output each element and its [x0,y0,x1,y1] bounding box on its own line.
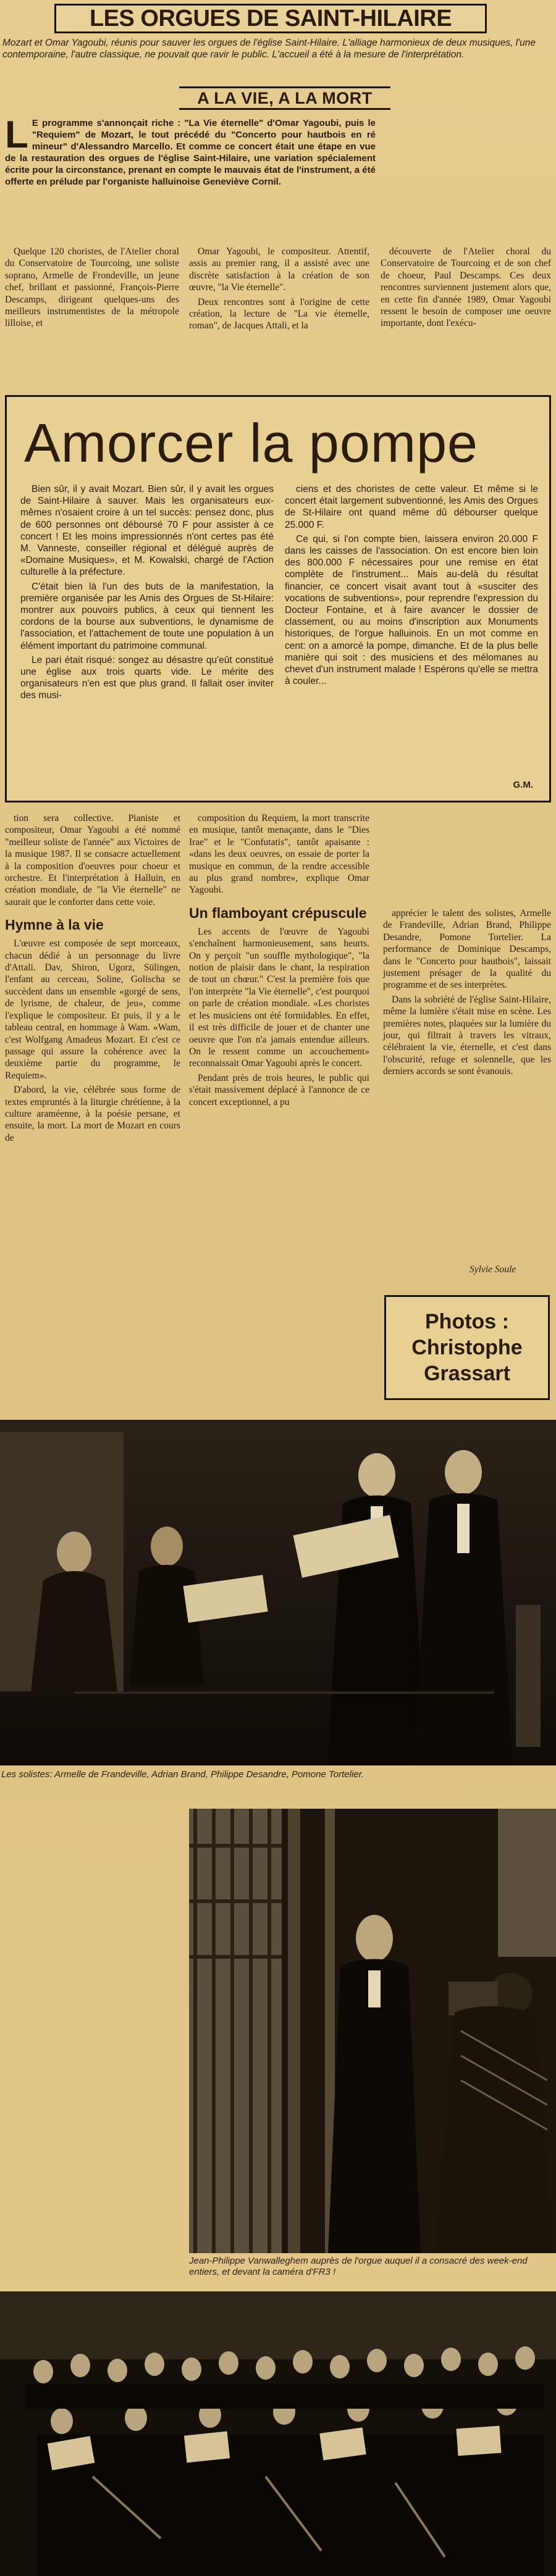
article-paragraph: D'abord, la vie, célébrée sous forme de textes empruntés à la liturgie chrétienne, à la culture araméenne, à la poésie persane, et ensuite, la mort. La mort de Mozart en cours de [5,1085,180,1143]
lead-paragraph [5,114,376,188]
article-heading: A LA VIE, A LA MORT [179,86,390,110]
photo-caption: Jean-Philippe Vanwalleghem auprès de l'orgue auquel il a consacré des week-end entiers, et devant la caméra d'FR3 ! [189,2256,528,2277]
photo-choir-image [0,2291,556,2576]
article-column-3 [381,246,551,332]
photo-credit-line: Photos : [425,1310,509,1333]
article-paragraph: Omar Yagoubi, le compositeur. Attentif, assis au premier rang, il a assisté avec une discrète satisfaction à la création de son œuvre, "la Vie éternelle". [189,246,369,293]
lead-text: E programme s'annonçait riche : "La Vie éternelle" d'Omar Yagoubi, puis le "Requiem" de Mozart, le tout précédé du "Concerto pour hautbois en ré mineur" d'Alessandro Marcello. Et comme ce concert était une étape en vue de la restauration des orgues de l'église Saint-Hilaire, une variation spécialement écrite pour la circonstance, prenant en compte le mauvais état de l'instrument, a été offerte en prélude par l'organiste halluinoise Geneviève Cornil. [5,118,376,187]
intertitle: Hymne à la vie [5,917,104,933]
sidebar-box [5,395,551,802]
article-paragraph: Pendant près de trois heures, le public qui s'était massivement déplacé à l'annonce de ce concert exceptionnel, a pu [189,1072,369,1107]
box-title: Amorcer la pompe [24,412,478,473]
dropcap: L [5,114,28,156]
box-column-left [20,483,274,704]
standfirst: Mozart et Omar Yagoubi, réunis pour sauver les orgues de l'église Saint-Hilaire. L'alliage harmonieux de deux musiques, l'une contemporaine, l'autre classique, ne pouvait que ravir le public. L'accueil a été à la mesure de l'interprétation. [2,38,536,60]
box-paragraph: C'était bien là l'un des buts de la manifestation, la première organisée par les Amis des Orgues de St-Hilaire: montrer aux pouvoirs publics, à ceux qui tiennent les cordons de la bourse aux subventions, le dynamisme de l'association, et l'attachement de toute une population à un élément important du patrimoine communal. [20,581,274,651]
article-paragraph: Deux rencontres sont à l'origine de cette création, la lecture de "La vie éternelle, roman", de Jacques Attali, et la [189,296,369,331]
author-signature: Sylvie Soule [470,1264,516,1275]
photo-organ [189,1809,556,2253]
photo-soloists [0,1420,556,1765]
article-paragraph: découverte de l'Atelier choral du Conservatoire de Tourcoing et de son chef de choeur, Paul Descamps. Ces deux rencontres surviennent justement alors que, en cette fin d'année 1989, Omar Yagoubi ressent le besoin de composer une oeuvre importante, dont l'exécu- [381,246,551,329]
box-paragraph: Ce qui, si l'on compte bien, laissera environ 20.000 F dans les caisses de l'association. On est encore bien loin des 800.000 F nécessaires pour une remise en état complète de l'instrument... Mais au-delà du résultat financier, ce concert visait avant tout à «susciter des vocations de subventions», pour reprendre l'expression du Docteur Fontaine, et à faire avancer le dossier de classement, ou au moins d'inscription aux Monuments historiques, de l'orgue halluinois. En un mot comme en cent: on a amorcé la pompe, dimanche. Et de la plus belle manière qui soit : des musiciens et des mélomanes au chevet d'un instrument malade ! Espérons qu'elle se mettra à couler... [285,533,538,687]
box-paragraph: Bien sûr, il y avait Mozart. Bien sûr, il y avait les orgues de Saint-Hilaire à sauver. Mais les organisateurs eux-mêmes n'osaient croire à un tel succès: pensez donc, plus de 600 personnes ont déboursé 70 F pour assister à ce concert ! Et les moins impressionnés n'ont certes pas été M. Vanneste, conseiller régional et délégué auprès de «Domaine Musiques», et M. Kowalski, chargé de l'Action culturelle à la préfecture. [20,484,274,578]
article-paragraph: apprécier le talent des solistes, Armelle de Frandeville, Adrian Brand, Philippe Desandre, Pomone Tortelier. La performance de Dominique Descamps, dans le "Concerto pour hautbois", laissait justement présager de la qualité du programme et de ses interprètes. [383,908,551,991]
photo-credit-line: Christophe [411,1336,523,1359]
photo-credit-line: Grassart [424,1362,510,1385]
article-paragraph: tion sera collective. Pianiste et compositeur, Omar Yagoubi a été nommé "meilleur soliste de l'année" aux Victoires de la musique 1987. Il se consacre actuellement à la composition d'oeuvres pour choeur et orchestre. Et l'interprétation à Halluin, en création mondiale, de "la Vie éternelle" ne saurait que le conforter dans cette voie. [5,813,180,907]
lower-column-2 [189,812,369,1111]
article-paragraph: Les accents de l'œuvre de Yagoubi s'enchaînent harmonieusement, sans heurts. On y perçoit "un souffle mythologique", "la notion de plaisir dans le chant, la respiration de tout un chœur." C'est la première fois que l'on interprète "la Vie éternelle", c'est pourquoi on parle de création mondiale. «Les choristes et les musiciens ont été formidables. En effet, il est très difficile de jouer et de chanter une oeuvre que l'on n'a jamais entendue ailleurs. On le ressent comme un accouchement» reconnaissait Omar Yagoubi après le concert. [189,926,369,1069]
photo-caption: Les solistes: Armelle de Frandeville, Adrian Brand, Philippe Desandre, Pomone Tortelier. [1,1769,364,1780]
article-column-2 [189,246,369,335]
article-paragraph: composition du Requiem, la mort transcrite en musique, tantôt menaçante, dans le "Dies Irae" et le "Confutatis", tantôt apaisante : «dans les deux oeuvres, on essaie de porter la musique en commun, de la rendre accessible au plus grand nombre», explique Omar Yagoubi. [189,813,369,896]
box-signature: G.M. [513,780,533,790]
photo-soloists-image [0,1420,556,1765]
lower-column-3 [383,907,551,1080]
article-paragraph: Quelque 120 choristes, de l'Atelier choral du Conservatoire de Tourcoing, une soliste soprano, Armelle de Frondeville, un jeune chef, brillant et passionné, François-Pierre Descamps, dirigeant quelques-uns des meilleurs instrumentistes de la métropole lilloise, et [5,246,179,329]
article-column-1 [5,246,179,332]
article-paragraph: L'œuvre est composée de sept morceaux, chacun dédié à un personnage du livre d'Attali. Dav, Shiron, Ugorz, Sülingen, l'enfant au cerceau, Soline, Golischa se succèdent dans un ensemble «gorgé de sens, de lyrisme, de chaleur, de jeu», comme l'explique le compositeur. Et puis, il y a le tableau central, en hommage à Wam. «Wam, c'est Wolfgang Amadeus Mozart. Et c'est ce passage qui assure la cohérence avec la deuxième partie du programme, le Requiem». [5,938,180,1081]
box-paragraph: ciens et des choristes de cette valeur. Et même si le concert était largement subventionné, les Amis des Orgues de St-Hilaire ont quand même dû débourser quelque 25.000 F. [285,484,538,530]
photo-choir [0,2291,556,2576]
photo-organ-image [189,1809,556,2253]
page-title: LES ORGUES DE SAINT-HILAIRE [54,4,487,33]
box-column-right [285,483,538,690]
article-paragraph: Dans la sobriété de l'église Saint-Hilaire, même la lumière s'était mise en scène. Les premières notes, plaquées sur la lumière du jour, qui filtrait à travers les vitraux, célébraient la vie, éternelle, et c'est dans l'obscurité, refuge et solennelle, que les derniers accords se sont évanouis. [383,994,551,1077]
box-paragraph: Le pari était risqué: songez au désastre qu'eût constitué une église aux trois quarts vide. Le mérite des organisateurs n'en est que plus grand. Il fallait oser inviter des musi- [20,654,274,701]
lower-column-1 [5,812,180,1146]
photo-credit [384,1295,550,1400]
intertitle: Un flamboyant crépuscule [189,904,367,921]
